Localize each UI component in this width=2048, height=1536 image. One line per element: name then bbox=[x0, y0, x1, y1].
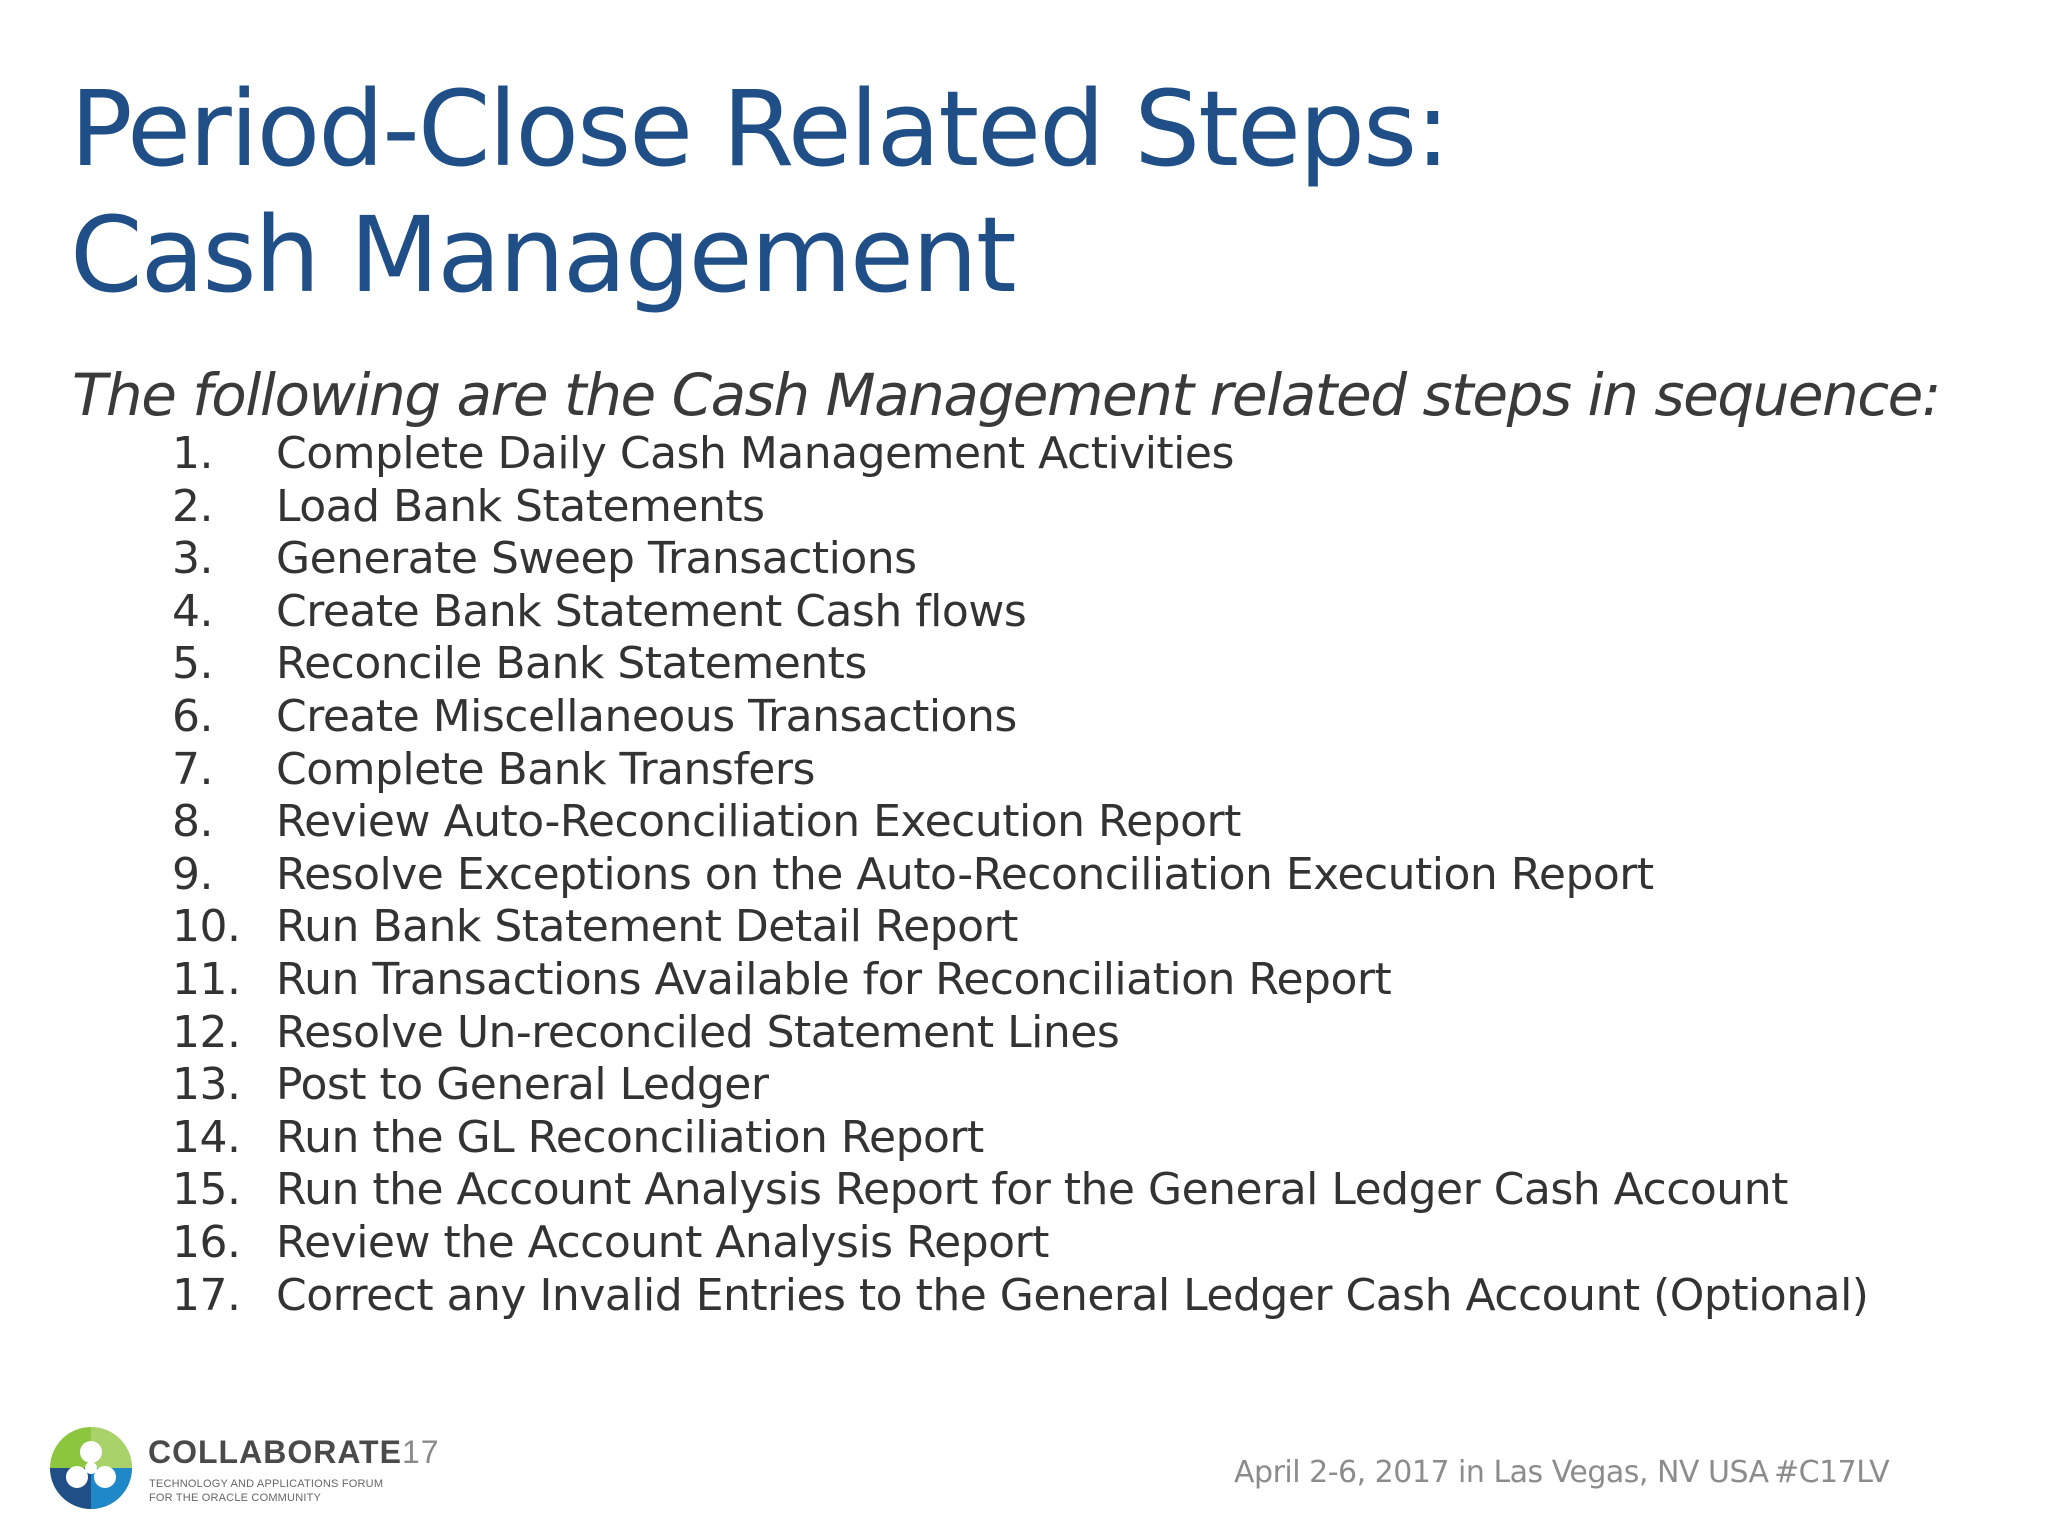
step-text: Run Bank Statement Detail Report bbox=[276, 901, 1018, 953]
step-number: 11. bbox=[172, 953, 241, 1005]
list-item bbox=[172, 849, 1868, 902]
step-number: 15. bbox=[172, 1164, 241, 1216]
list-item bbox=[172, 901, 1868, 954]
step-number: 9. bbox=[172, 848, 213, 900]
step-text: Complete Daily Cash Management Activities bbox=[276, 428, 1234, 479]
list-item bbox=[172, 744, 1868, 797]
step-number: 13. bbox=[172, 1059, 241, 1111]
step-text: Create Miscellaneous Transactions bbox=[276, 690, 1017, 742]
step-text: Resolve Exceptions on the Auto-Reconciliation Execution Report bbox=[276, 848, 1654, 900]
step-number: 16. bbox=[172, 1216, 241, 1268]
footer-hashtag: #C17LV bbox=[1774, 1455, 1890, 1490]
list-item bbox=[172, 638, 1868, 691]
logo-tagline bbox=[149, 1477, 383, 1505]
logo-wordmark-number: 17 bbox=[401, 1434, 440, 1470]
collaborate-logo bbox=[48, 1425, 448, 1515]
step-text: Create Bank Statement Cash flows bbox=[276, 585, 1027, 637]
list-item bbox=[172, 691, 1868, 744]
logo-wordmark bbox=[148, 1435, 440, 1469]
step-number: 3. bbox=[172, 533, 213, 585]
step-number: 14. bbox=[172, 1111, 241, 1163]
list-item bbox=[172, 1007, 1868, 1060]
collaborate-trefoil-logo-icon bbox=[48, 1425, 134, 1511]
step-number: 8. bbox=[172, 796, 213, 848]
step-number: 2. bbox=[172, 480, 213, 532]
step-number: 17. bbox=[172, 1269, 241, 1321]
intro-text: The following are the Cash Management related steps in sequence: bbox=[72, 361, 1940, 429]
slide-title-line-2: Cash Management bbox=[70, 194, 1015, 316]
step-text: Complete Bank Transfers bbox=[276, 743, 815, 795]
list-item bbox=[172, 1059, 1868, 1112]
step-text: Run Transactions Available for Reconciliation Report bbox=[276, 953, 1392, 1005]
step-text: Post to General Ledger bbox=[276, 1059, 769, 1111]
footer-date-location: April 2-6, 2017 in Las Vegas, NV USA bbox=[1234, 1455, 1769, 1490]
step-text: Reconcile Bank Statements bbox=[276, 638, 867, 690]
list-item bbox=[172, 1112, 1868, 1165]
step-text: Generate Sweep Transactions bbox=[276, 533, 917, 585]
list-item bbox=[172, 1164, 1868, 1217]
steps-list bbox=[172, 428, 1868, 1322]
step-number: 5. bbox=[172, 638, 213, 690]
step-text: Review Auto-Reconciliation Execution Report bbox=[276, 796, 1241, 848]
list-item bbox=[172, 1217, 1868, 1270]
step-text: Load Bank Statements bbox=[276, 480, 765, 532]
list-item bbox=[172, 586, 1868, 639]
step-text: Review the Account Analysis Report bbox=[276, 1216, 1049, 1268]
list-item bbox=[172, 954, 1868, 1007]
logo-tagline-line-2: FOR THE ORACLE COMMUNITY bbox=[149, 1492, 322, 1504]
list-item bbox=[172, 533, 1868, 586]
list-item bbox=[172, 1270, 1868, 1323]
step-number: 12. bbox=[172, 1006, 241, 1058]
step-number: 4. bbox=[172, 585, 213, 637]
step-number: 6. bbox=[172, 690, 213, 742]
list-item bbox=[172, 481, 1868, 534]
list-item bbox=[172, 428, 1868, 481]
slide-title-line-1: Period-Close Related Steps: bbox=[70, 68, 1449, 190]
step-text: Resolve Un-reconciled Statement Lines bbox=[276, 1006, 1120, 1058]
step-text: Run the Account Analysis Report for the General Ledger Cash Account bbox=[276, 1164, 1788, 1216]
step-number: 10. bbox=[172, 901, 241, 953]
step-number: 7. bbox=[172, 743, 213, 795]
step-number: 1. bbox=[172, 428, 213, 479]
slide-title bbox=[70, 66, 1448, 318]
logo-tagline-line-1: TECHNOLOGY AND APPLICATIONS FORUM bbox=[149, 1478, 384, 1490]
logo-wordmark-text: COLLABORATE bbox=[148, 1434, 402, 1470]
list-item bbox=[172, 796, 1868, 849]
step-text: Run the GL Reconciliation Report bbox=[276, 1111, 984, 1163]
step-text: Correct any Invalid Entries to the General Ledger Cash Account (Optional) bbox=[276, 1269, 1869, 1321]
